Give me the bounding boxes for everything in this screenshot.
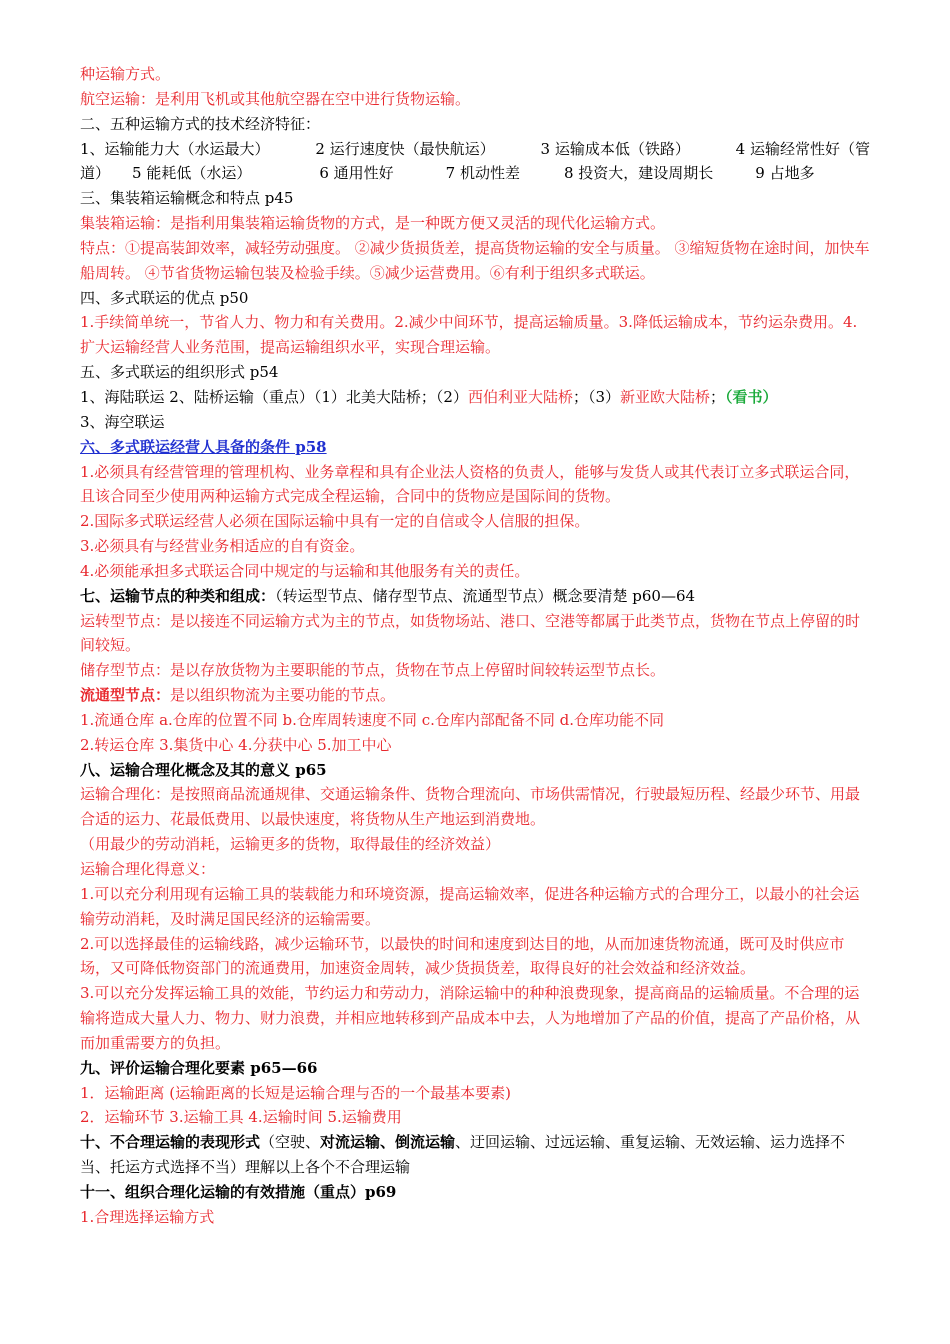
text-line: 1.流通仓库 a.仓库的位置不同 b.仓库周转速度不同 c.仓库内部配备不同 d.仓库功能不同: [80, 710, 665, 729]
paragraph: 2.可以选择最佳的运输线路，减少运输环节，以最快的时间和速度到达目的地，从而加速货物流通，既可及时供应市场，又可降低物资部门的流通费用，加速资金周转，减少货损货差，取得良好的社会效益和经济效益。: [80, 934, 845, 978]
feature-item: 2 运行速度快（最快航运）: [315, 139, 495, 158]
paragraph: [80, 1130, 870, 1180]
paragraph: 运输合理化：是按照商品流通规律、交通运输条件、货物合理流向、市场供需情况，行驶最短历程、经最少环节、用最合适的运力、花最低费用、以最快速度，将货物从生产地运到消费地。: [80, 785, 861, 829]
section-heading: 五、多式联运的组织形式 p54: [80, 363, 279, 382]
paragraph: 1.必须具有经营管理的管理机构、业务章程和具有企业法人资格的负责人，能够与发货人或其代表订立多式联运合同，且该合同至少使用两种运输方式完成全程运输，合同中的货物应是国际间的货物。: [80, 462, 860, 506]
text-span: 七、运输节点的种类和组成：: [80, 586, 276, 605]
text-line: 1．运输距离 (运输距离的长短是运输合理与否的一个最基本要素): [80, 1083, 512, 1102]
text-span: 流通型节点：: [80, 686, 171, 705]
text-line: 种运输方式。: [80, 65, 171, 83]
paragraph: [80, 385, 870, 410]
text-line: 3、海空联运: [80, 412, 165, 431]
text-line: 2．运输环节 3.运输工具 4.运输时间 5.运输费用: [80, 1108, 402, 1127]
text-line: [80, 683, 870, 708]
text-span: 、迂回运输、过远运输、重复运输、无效运输、运力选择不当、托运方式选择不当）理解以上各个不合理运输: [80, 1133, 846, 1177]
feature-item: 7 机动性差: [445, 164, 520, 183]
section-heading-link[interactable]: 六、多式联运经营人具备的条件 p58: [80, 437, 327, 456]
section-heading: 四、多式联运的优点 p50: [80, 288, 249, 307]
text-span: （空驶、: [260, 1133, 321, 1152]
feature-item: 4 运输经常性好（管: [735, 139, 870, 158]
document-page: [80, 62, 870, 1230]
feature-item: 6 通用性好: [319, 164, 394, 183]
text-span: 西伯利亚大陆桥: [467, 387, 573, 406]
text-line: （用最少的劳动消耗，运输更多的货物，取得最佳的经济效益）: [80, 835, 501, 854]
feature-row: [80, 161, 870, 186]
text-line: 3.必须具有与经营业务相适应的自有资金。: [80, 537, 365, 556]
feature-item: 5 能耗低（水运）: [132, 164, 252, 183]
paragraph: 1.手续简单统一，节省人力、物力和有关费用。2.减少中间环节，提高运输质量。3.降低运输成本，节约运杂费用。4.扩大运输经营人业务范围，提高运输组织水平，实现合理运输。: [80, 313, 858, 357]
paragraph: 1.可以充分利用现有运输工具的装载能力和环境资源，提高运输效率，促进各种运输方式的合理分工，以最小的社会运输劳动消耗，及时满足国民经济的运输需要。: [80, 884, 860, 928]
section-heading: 三、集装箱运输概念和特点 p45: [80, 189, 294, 208]
section-heading: 八、运输合理化概念及其的意义 p65: [80, 760, 327, 779]
text-line: 航空运输：是利用飞机或其他航空器在空中进行货物运输。: [80, 89, 471, 108]
text-span: ；: [710, 387, 726, 406]
text-span: 十、不合理运输的表现形式: [80, 1133, 261, 1152]
text-line: 2.国际多式联运经营人必须在国际运输中具有一定的自信或令人信服的担保。: [80, 512, 590, 531]
text-line: 2.转运仓库 3.集货中心 4.分获中心 5.加工中心: [80, 735, 392, 754]
text-span: ；（3）: [572, 387, 621, 406]
feature-item: 8 投资大，建设周期长: [563, 164, 714, 183]
text-span: 新亚欧大陆桥: [620, 387, 711, 406]
text-line: 集装箱运输：是指利用集装箱运输货物的方式，是一种既方便又灵活的现代化运输方式。: [80, 214, 666, 233]
paragraph: 3.可以充分发挥运输工具的效能，节约运力和劳动力，消除运输中的种种浪费现象，提高商品的运输质量。不合理的运输将造成大量人力、物力、财力浪费，并相应地转移到产品成本中去，人为地增加了产品的价值，提高了产品价格，从而加重需要方的负担。: [80, 984, 861, 1052]
text-line: 储存型节点：是以存放货物为主要职能的节点，货物在节点上停留时间较转运型节点长。: [80, 661, 666, 680]
feature-item: 道）: [80, 164, 111, 183]
paragraph: 运转型节点：是以接连不同运输方式为主的节点，如货物场站、港口、空港等都属于此类节点，货物在节点上停留的时间较短。: [80, 611, 861, 655]
text-span: （看书）: [725, 387, 778, 406]
text-line: 4.必须能承担多式联运合同中规定的与运输和其他服务有关的责任。: [80, 561, 530, 580]
text-span: 1、海陆联运 2、陆桥运输（重点）（1）北美大陆桥；（2）: [80, 387, 468, 406]
feature-item: 3 运输成本低（铁路）: [540, 139, 690, 158]
paragraph: 特点：①提高装卸效率，减轻劳动强度。 ②减少货损货差，提高货物运输的安全与质量。 ③缩短货物在途时间，加快车船周转。 ④节省货物运输包装及检验手续。⑤减少运营费用。⑥有利于组织多式联运。: [80, 238, 870, 282]
text-line: 1.合理选择运输方式: [80, 1207, 215, 1226]
section-heading: 九、评价运输合理化要素 p65—66: [80, 1058, 318, 1077]
text-line: 运输合理化得意义：: [80, 860, 216, 878]
text-span: 对流运输、倒流运输: [320, 1133, 456, 1152]
feature-row: [80, 137, 870, 162]
section-heading: 十一、组织合理化运输的有效措施（重点）p69: [80, 1182, 397, 1201]
section-heading: [80, 584, 870, 609]
feature-item: 9 占地多: [755, 164, 815, 183]
section-heading: 二、五种运输方式的技术经济特征：: [80, 114, 321, 133]
feature-item: 1、运输能力大（水运最大）: [80, 139, 270, 158]
text-span: （转运型节点、储存型节点、流通型节点）概念要清楚 p60—64: [275, 586, 696, 605]
text-span: 是以组织物流为主要功能的节点。: [170, 686, 396, 705]
